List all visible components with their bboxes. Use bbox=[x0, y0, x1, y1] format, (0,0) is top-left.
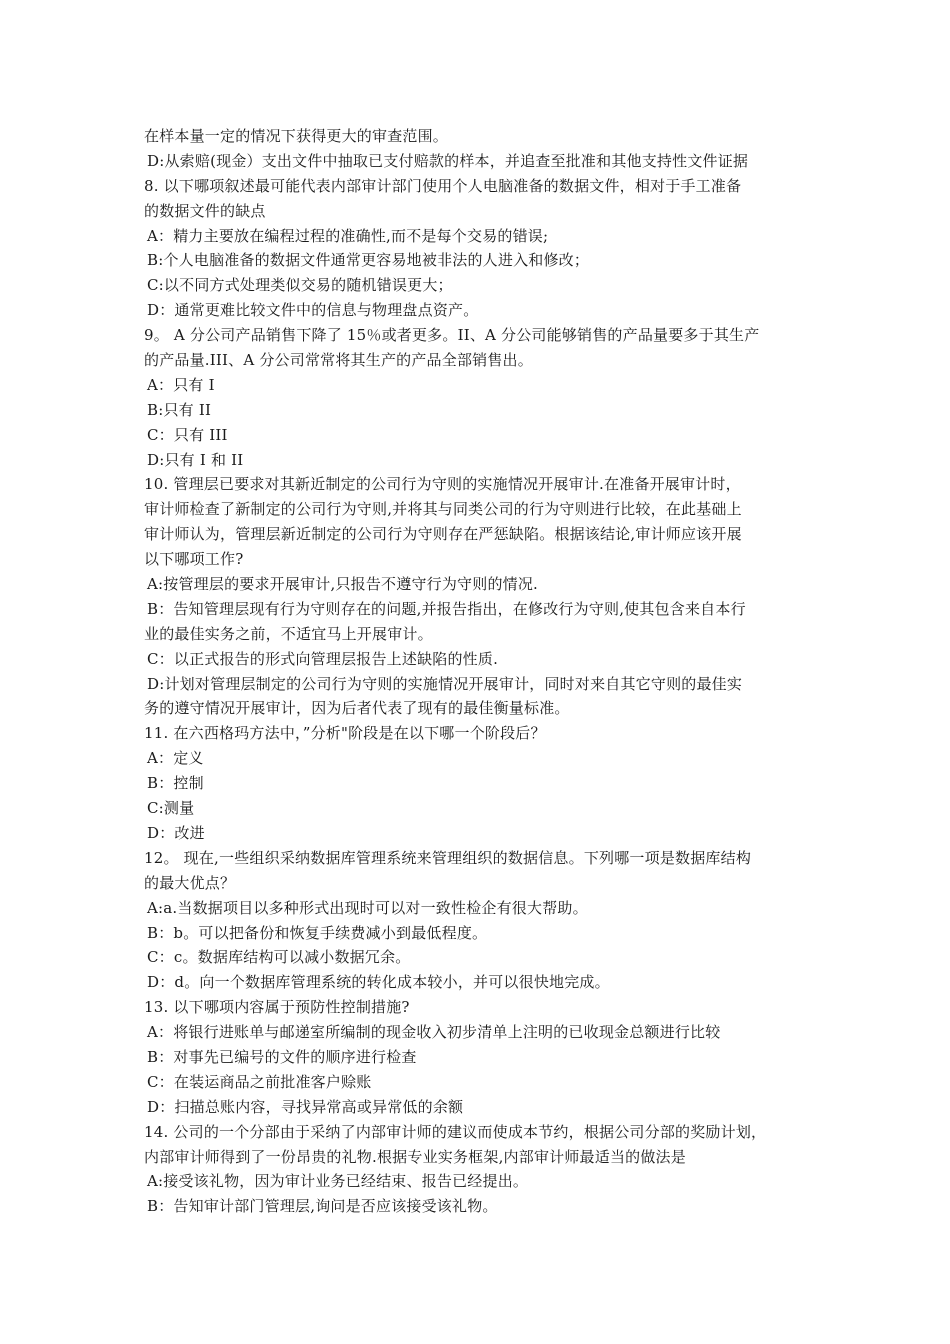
question-text-line: 12。 现在,一些组织采纳数据库管理系统来管理组织的数据信息。下列哪一项是数据库结构 bbox=[144, 848, 752, 867]
question-text-line: 14. 公司的一个分部由于采纳了内部审计师的建议而使成本节约，根据公司分部的奖励计划， bbox=[144, 1122, 767, 1141]
question-text-line: 业的最佳实务之前，不适宜马上开展审计。 bbox=[144, 624, 433, 643]
answer-option-line: C：c。数据库结构可以减小数据冗余。 bbox=[147, 948, 411, 967]
answer-option-line: A：精力主要放在编程过程的准确性,而不是每个交易的错误; bbox=[147, 226, 549, 245]
answer-option-line: C：以正式报告的形式向管理层报告上述缺陷的性质. bbox=[147, 649, 499, 668]
answer-option-line: D：扫描总账内容，寻找异常高或异常低的余额 bbox=[147, 1097, 464, 1116]
answer-option-line: A:接受该礼物，因为审计业务已经结束、报告已经提出。 bbox=[147, 1172, 529, 1191]
answer-option-line: A：定义 bbox=[147, 749, 204, 768]
question-text-line: 务的遵守情况开展审计，因为后者代表了现有的最佳衡量标准。 bbox=[144, 699, 570, 718]
question-text-line: 在样本量一定的情况下获得更大的审查范围。 bbox=[144, 127, 449, 145]
answer-option-line: B:个人电脑准备的数据文件通常更容易地被非法的人进入和修改； bbox=[147, 251, 590, 270]
answer-option-line: D：改进 bbox=[147, 823, 205, 842]
question-text-line: 11. 在六西格玛方法中，”分析"阶段是在以下哪一个阶段后？ bbox=[144, 724, 546, 743]
answer-option-line: B：告知管理层现有行为守则存在的问题,并报告指出，在修改行为守则,使其包含来自本行 bbox=[147, 599, 746, 618]
answer-option-line: C:测量 bbox=[147, 799, 195, 818]
answer-option-line: C：在装运商品之前批准客户赊账 bbox=[147, 1072, 372, 1091]
answer-option-line: C：只有 III bbox=[147, 425, 228, 444]
answer-option-line: A：只有 I bbox=[147, 375, 215, 394]
answer-option-line: A：将银行进账单与邮递室所编制的现金收入初步清单上注明的已收现金总额进行比较 bbox=[147, 1023, 721, 1042]
answer-option-line: B：b。可以把备份和恢复手续费减小到最低程度。 bbox=[147, 923, 488, 942]
answer-option-line: B：控制 bbox=[147, 774, 204, 793]
document-body bbox=[144, 124, 816, 1219]
question-text-line: 审计师检查了新制定的公司行为守则,并将其与同类公司的行为守则进行比较，在此基础上 bbox=[144, 500, 742, 519]
question-text-line: 13. 以下哪项内容属于预防性控制措施? bbox=[144, 998, 410, 1017]
question-text-line: 内部审计师得到了一份昂贵的礼物.根据专业实务框架,内部审计师最适当的做法是 bbox=[144, 1147, 686, 1166]
answer-option-line: B：对事先已编号的文件的顺序进行检查 bbox=[147, 1047, 417, 1066]
answer-option-line: D：通常更难比较文件中的信息与物理盘点资产。 bbox=[147, 301, 479, 320]
question-text-line: 9。 A 分公司产品销售下降了 15％或者更多。II、A 分公司能够销售的产品量要多于其生产 bbox=[144, 326, 760, 345]
answer-option-line: D:从索赔(现金）支出文件中抽取已支付赔款的样本，并追查至批准和其他支持性文件证据 bbox=[147, 151, 749, 170]
question-text-line: 8. 以下哪项叙述最可能代表内部审计部门使用个人电脑准备的数据文件，相对于手工准备 bbox=[144, 176, 742, 195]
answer-option-line: B：告知审计部门管理层,询问是否应该接受该礼物。 bbox=[147, 1197, 498, 1216]
question-text-line: 的产品量.III、A 分公司常常将其生产的产品全部销售出。 bbox=[144, 351, 533, 370]
question-text-line: 的最大优点？ bbox=[144, 873, 236, 892]
question-text-line: 10. 管理层已要求对其新近制定的公司行为守则的实施情况开展审计.在准备开展审计时， bbox=[144, 475, 741, 494]
answer-option-line: A:a.当数据项目以多种形式出现时可以对一致性检企有很大帮助。 bbox=[147, 898, 588, 917]
answer-option-line: A:按管理层的要求开展审计,只报告不遵守行为守则的情况. bbox=[147, 575, 539, 594]
answer-option-line: B:只有 II bbox=[147, 400, 212, 419]
question-text-line: 审计师认为，管理层新近制定的公司行为守则存在严惩缺陷。根据该结论,审计师应该开展 bbox=[144, 525, 742, 544]
answer-option-line: C:以不同方式处理类似交易的随机错误更大； bbox=[147, 276, 453, 295]
answer-option-line: D:只有 I 和 II bbox=[147, 450, 244, 469]
answer-option-line: D:计划对管理层制定的公司行为守则的实施情况开展审计，同时对来自其它守则的最佳实 bbox=[147, 674, 743, 693]
question-text-line: 以下哪项工作? bbox=[144, 550, 244, 569]
question-text-line: 的数据文件的缺点 bbox=[144, 201, 266, 220]
answer-option-line: D：d。向一个数据库管理系统的转化成本较小，并可以很快地完成。 bbox=[147, 973, 610, 992]
